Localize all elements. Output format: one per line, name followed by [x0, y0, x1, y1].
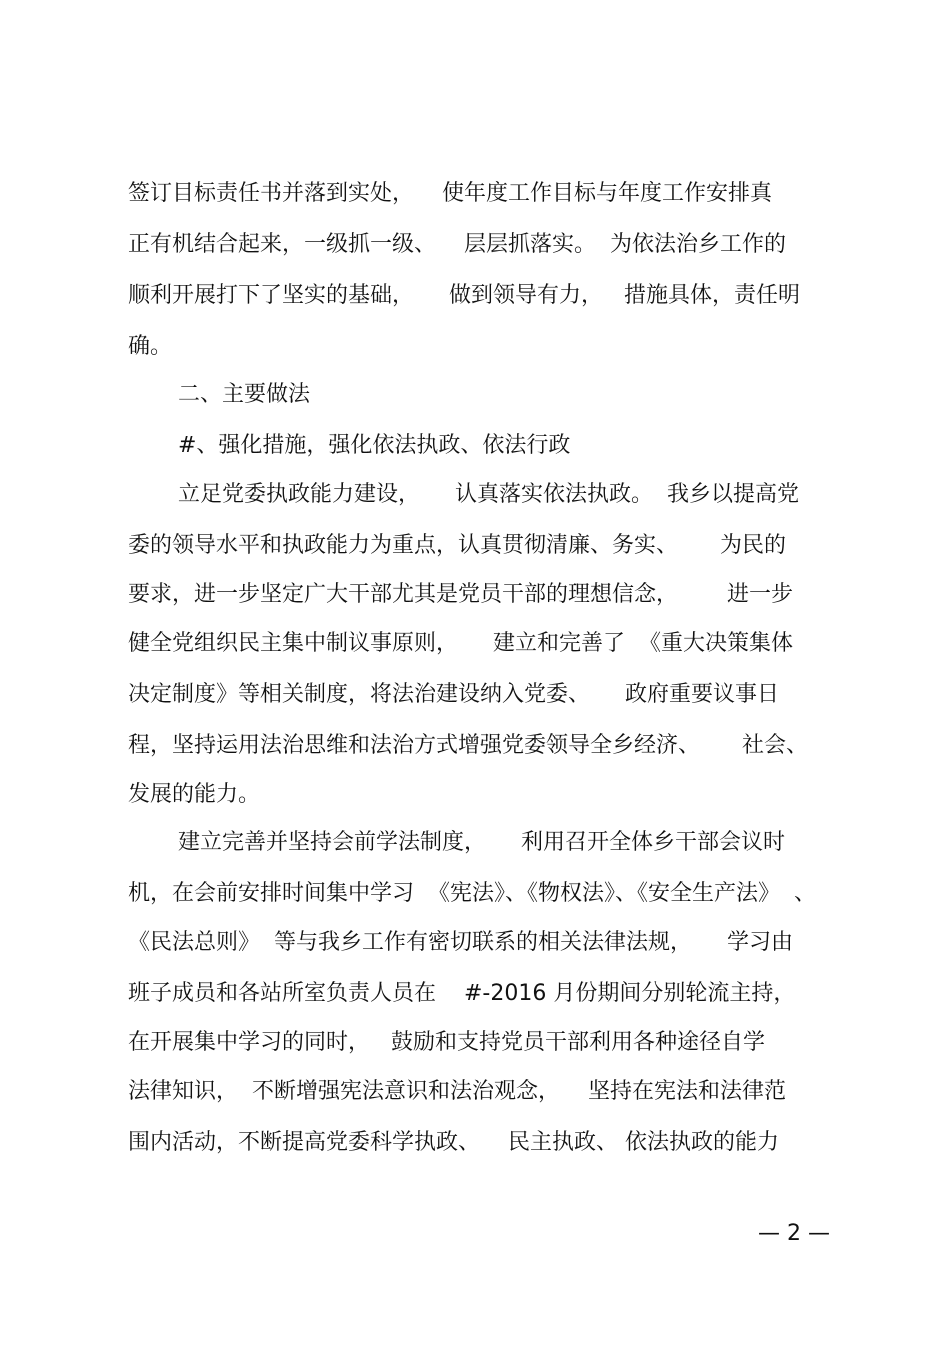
text-line: 要求，进一步坚定广大干部尤其是党员干部的理想信念， 进一步: [128, 582, 793, 607]
subsection-heading: #、强化措施，强化依法执政、依法行政: [178, 433, 571, 458]
text-line: 法律知识， 不断增强宪法意识和法治观念， 坚持在宪法和法律范: [128, 1079, 786, 1104]
text-line: 顺利开展打下了坚实的基础， 做到领导有力， 措施具体，责任明: [128, 283, 800, 308]
text-line: 决定制度》等相关制度，将法治建设纳入党委、 政府重要议事日: [128, 682, 779, 707]
text-line: 在开展集中学习的同时， 鼓励和支持党员干部利用各种途径自学: [128, 1030, 765, 1055]
text-line: 《民法总则》 等与我乡工作有密切联系的相关法律法规， 学习由: [128, 930, 793, 955]
text-line: 建立完善并坚持会前学法制度， 利用召开全体乡干部会议时: [178, 830, 785, 855]
text-line: 确。: [128, 334, 173, 359]
text-line: 程，坚持运用法治思维和法治方式增强党委领导全乡经济、 社会、: [128, 733, 808, 758]
text-line: 委的领导水平和执政能力为重点，认真贯彻清廉、务实、 为民的: [128, 533, 786, 558]
text-line: 签订目标责任书并落到实处， 使年度工作目标与年度工作安排真: [128, 181, 772, 206]
text-line: 健全党组织民主集中制议事原则， 建立和完善了 《重大决策集体: [128, 631, 793, 656]
text-line: 围内活动，不断提高党委科学执政、 民主执政、 依法执政的能力: [128, 1130, 779, 1155]
text-line: 班子成员和各站所室负责人员在 #-2016 月份期间分别轮流主持，: [128, 981, 796, 1006]
section-heading: 二、主要做法: [178, 382, 311, 407]
text-line: 正有机结合起来，一级抓一级、 层层抓落实。 为依法治乡工作的: [128, 232, 786, 257]
text-line: 发展的能力。: [128, 782, 261, 807]
page-number: — 2 —: [758, 1221, 830, 1246]
text-line: 立足党委执政能力建设， 认真落实依法执政。 我乡以提高党: [178, 482, 799, 507]
text-line: 机，在会前安排时间集中学习 《宪法》、《物权法》、《安全生产法》 、: [128, 881, 816, 906]
